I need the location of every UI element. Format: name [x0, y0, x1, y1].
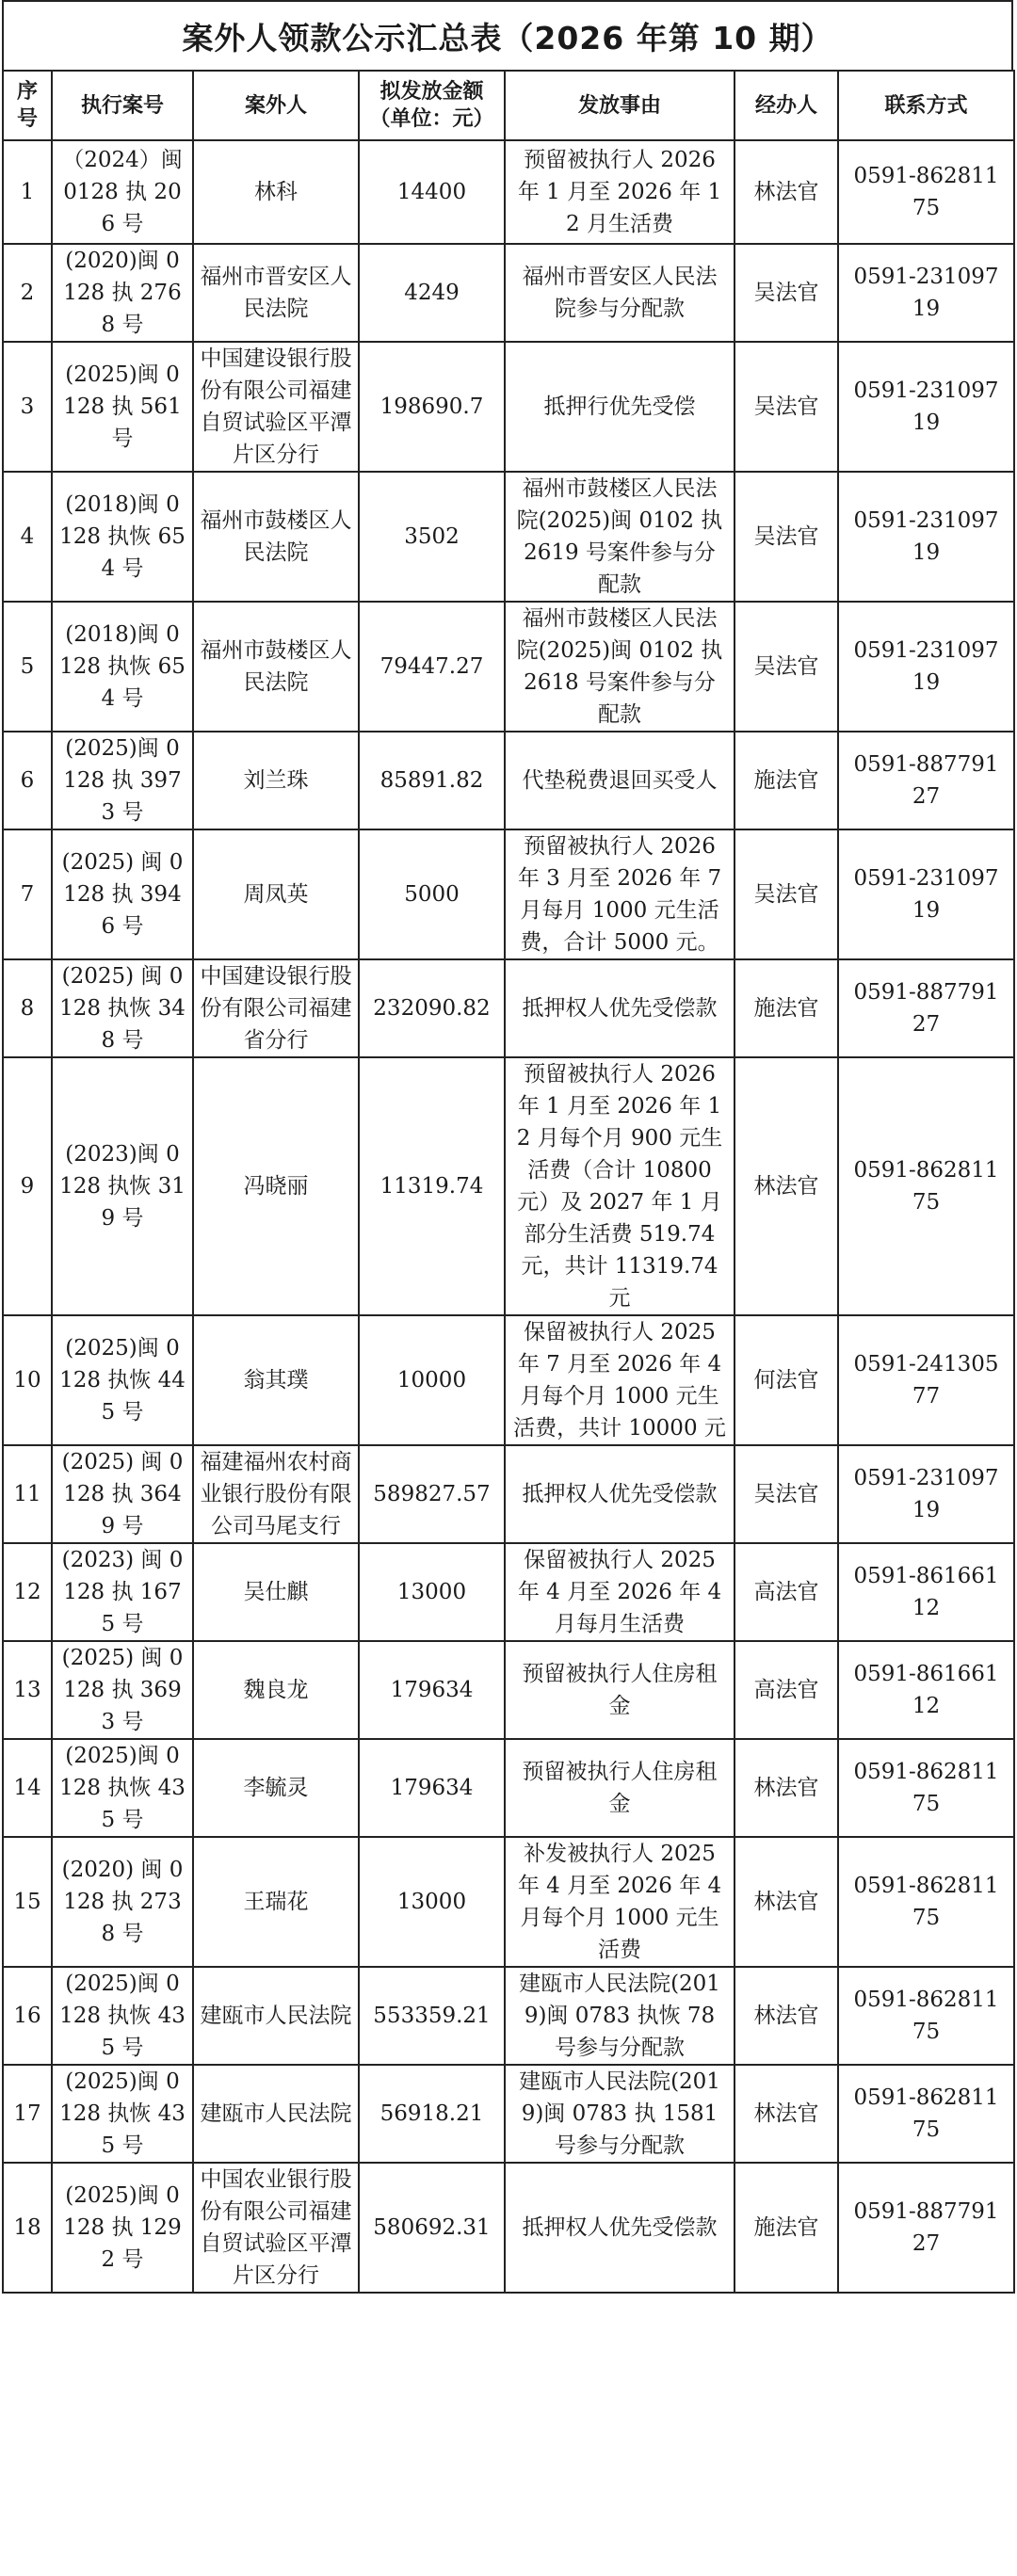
payout-reason-cell: 建瓯市人民法院(2019)闽 0783 执 1581 号参与分配款 [505, 2065, 734, 2163]
contact-phone-cell: 0591-23109719 [838, 472, 1014, 602]
row-index-cell: 12 [3, 1543, 52, 1641]
case-number-cell: (2025)闽 0128 执恢 445 号 [52, 1315, 193, 1445]
case-number-cell: (2025) 闽 0128 执 3693 号 [52, 1641, 193, 1739]
amount-cell: 553359.21 [359, 1967, 505, 2065]
case-number-cell: (2025) 闽 0128 执 3649 号 [52, 1445, 193, 1543]
officer-cell: 施法官 [734, 959, 838, 1057]
row-index-cell: 3 [3, 342, 52, 472]
contact-phone-cell: 0591-88779127 [838, 732, 1014, 829]
amount-cell: 198690.7 [359, 342, 505, 472]
row-index-cell: 16 [3, 1967, 52, 2065]
table-row [3, 1641, 1014, 1739]
amount-cell: 589827.57 [359, 1445, 505, 1543]
table-row [3, 1445, 1014, 1543]
case-number-cell: (2025) 闽 0128 执 3946 号 [52, 829, 193, 959]
officer-cell: 吴法官 [734, 1445, 838, 1543]
table-row [3, 1837, 1014, 1967]
row-index-cell: 17 [3, 2065, 52, 2163]
party-name-cell: 中国农业银行股份有限公司福建自贸试验区平潭片区分行 [193, 2163, 359, 2293]
table-row [3, 1739, 1014, 1837]
amount-cell: 10000 [359, 1315, 505, 1445]
row-index-cell: 10 [3, 1315, 52, 1445]
contact-phone-cell: 0591-24130577 [838, 1315, 1014, 1445]
party-name-cell: 中国建设银行股份有限公司福建自贸试验区平潭片区分行 [193, 342, 359, 472]
payout-reason-cell: 预留被执行人 2026 年 1 月至 2026 年 12 月生活费 [505, 140, 734, 244]
party-name-cell: 魏良龙 [193, 1641, 359, 1739]
case-number-cell: (2025)闽 0128 执 3973 号 [52, 732, 193, 829]
officer-cell: 吴法官 [734, 472, 838, 602]
table-row [3, 1057, 1014, 1315]
amount-cell: 179634 [359, 1739, 505, 1837]
party-name-cell: 林科 [193, 140, 359, 244]
row-index-cell: 11 [3, 1445, 52, 1543]
row-index-cell: 13 [3, 1641, 52, 1739]
case-number-cell: (2025)闽 0128 执 561 号 [52, 342, 193, 472]
party-name-cell: 李毓灵 [193, 1739, 359, 1837]
table-row [3, 959, 1014, 1057]
header-reason: 发放事由 [505, 71, 734, 140]
officer-cell: 林法官 [734, 2065, 838, 2163]
party-name-cell: 福州市鼓楼区人民法院 [193, 472, 359, 602]
payout-reason-cell: 预留被执行人 2026 年 3 月至 2026 年 7 月每月 1000 元生活费，合计 5000 元。 [505, 829, 734, 959]
case-number-cell: （2024）闽 0128 执 206 号 [52, 140, 193, 244]
row-index-cell: 5 [3, 602, 52, 732]
table-row [3, 1967, 1014, 2065]
case-number-cell: (2020)闽 0128 执 2768 号 [52, 244, 193, 342]
table-row [3, 1543, 1014, 1641]
party-name-cell: 福州市鼓楼区人民法院 [193, 602, 359, 732]
case-number-cell: (2018)闽 0128 执恢 654 号 [52, 602, 193, 732]
officer-cell: 高法官 [734, 1641, 838, 1739]
contact-phone-cell: 0591-86281175 [838, 2065, 1014, 2163]
table-row [3, 140, 1014, 244]
header-case-number: 执行案号 [52, 71, 193, 140]
party-name-cell: 吴仕麒 [193, 1543, 359, 1641]
table-row [3, 244, 1014, 342]
amount-cell: 4249 [359, 244, 505, 342]
row-index-cell: 14 [3, 1739, 52, 1837]
party-name-cell: 冯晓丽 [193, 1057, 359, 1315]
officer-cell: 何法官 [734, 1315, 838, 1445]
party-name-cell: 福州市晋安区人民法院 [193, 244, 359, 342]
case-number-cell: (2018)闽 0128 执恢 654 号 [52, 472, 193, 602]
contact-phone-cell: 0591-23109719 [838, 244, 1014, 342]
payout-reason-cell: 保留被执行人 2025 年 4 月至 2026 年 4 月每月生活费 [505, 1543, 734, 1641]
table-row [3, 2163, 1014, 2293]
amount-cell: 56918.21 [359, 2065, 505, 2163]
contact-phone-cell: 0591-86281175 [838, 1739, 1014, 1837]
case-number-cell: (2025)闽 0128 执 1292 号 [52, 2163, 193, 2293]
payout-reason-cell: 预留被执行人住房租金 [505, 1739, 734, 1837]
payout-reason-cell: 代垫税费退回买受人 [505, 732, 734, 829]
row-index-cell: 8 [3, 959, 52, 1057]
officer-cell: 施法官 [734, 732, 838, 829]
row-index-cell: 7 [3, 829, 52, 959]
payout-reason-cell: 福州市鼓楼区人民法院(2025)闽 0102 执2618 号案件参与分配款 [505, 602, 734, 732]
header-index: 序号 [3, 71, 52, 140]
table-row [3, 602, 1014, 732]
contact-phone-cell: 0591-23109719 [838, 829, 1014, 959]
contact-phone-cell: 0591-86166112 [838, 1543, 1014, 1641]
amount-cell: 580692.31 [359, 2163, 505, 2293]
contact-phone-cell: 0591-86281175 [838, 1837, 1014, 1967]
contact-phone-cell: 0591-86281175 [838, 1967, 1014, 2065]
row-index-cell: 6 [3, 732, 52, 829]
row-index-cell: 2 [3, 244, 52, 342]
payout-reason-cell: 抵押权人优先受偿款 [505, 959, 734, 1057]
header-amount: 拟发放金额（单位：元） [359, 71, 505, 140]
officer-cell: 林法官 [734, 1967, 838, 2065]
amount-cell: 13000 [359, 1543, 505, 1641]
header-party: 案外人 [193, 71, 359, 140]
table-header-row [3, 71, 1014, 140]
case-number-cell: (2023) 闽 0128 执 1675 号 [52, 1543, 193, 1641]
payout-reason-cell: 预留被执行人 2026 年 1 月至 2026 年 12 月每个月 900 元生活费（合计 10800 元）及 2027 年 1 月部分生活费 519.74 元，共计 11319.74 元 [505, 1057, 734, 1315]
table-row [3, 829, 1014, 959]
amount-cell: 13000 [359, 1837, 505, 1967]
case-number-cell: (2020) 闽 0128 执 2738 号 [52, 1837, 193, 1967]
payout-reason-cell: 抵押权人优先受偿款 [505, 1445, 734, 1543]
party-name-cell: 福建福州农村商业银行股份有限公司马尾支行 [193, 1445, 359, 1543]
amount-cell: 11319.74 [359, 1057, 505, 1315]
officer-cell: 吴法官 [734, 829, 838, 959]
amount-cell: 3502 [359, 472, 505, 602]
party-name-cell: 翁其璞 [193, 1315, 359, 1445]
payout-reason-cell: 福州市鼓楼区人民法院(2025)闽 0102 执2619 号案件参与分配款 [505, 472, 734, 602]
contact-phone-cell: 0591-23109719 [838, 1445, 1014, 1543]
contact-phone-cell: 0591-88779127 [838, 2163, 1014, 2293]
contact-phone-cell: 0591-23109719 [838, 602, 1014, 732]
officer-cell: 林法官 [734, 140, 838, 244]
officer-cell: 吴法官 [734, 244, 838, 342]
header-contact: 联系方式 [838, 71, 1014, 140]
table-row [3, 732, 1014, 829]
party-name-cell: 中国建设银行股份有限公司福建省分行 [193, 959, 359, 1057]
amount-cell: 14400 [359, 140, 505, 244]
payout-reason-cell: 预留被执行人住房租金 [505, 1641, 734, 1739]
officer-cell: 施法官 [734, 2163, 838, 2293]
row-index-cell: 18 [3, 2163, 52, 2293]
contact-phone-cell: 0591-86166112 [838, 1641, 1014, 1739]
payout-table [2, 70, 1015, 2294]
officer-cell: 高法官 [734, 1543, 838, 1641]
case-number-cell: (2025)闽 0128 执恢 435 号 [52, 1739, 193, 1837]
payout-reason-cell: 建瓯市人民法院(2019)闽 0783 执恢 78 号参与分配款 [505, 1967, 734, 2065]
case-number-cell: (2023)闽 0128 执恢 319 号 [52, 1057, 193, 1315]
header-officer: 经办人 [734, 71, 838, 140]
case-number-cell: (2025)闽 0128 执恢 435 号 [52, 2065, 193, 2163]
table-row [3, 2065, 1014, 2163]
table-row [3, 342, 1014, 472]
document-title: 案外人领款公示汇总表（2026 年第 10 期） [2, 0, 1013, 70]
amount-cell: 79447.27 [359, 602, 505, 732]
amount-cell: 179634 [359, 1641, 505, 1739]
row-index-cell: 9 [3, 1057, 52, 1315]
amount-cell: 232090.82 [359, 959, 505, 1057]
contact-phone-cell: 0591-88779127 [838, 959, 1014, 1057]
payout-reason-cell: 抵押行优先受偿 [505, 342, 734, 472]
payout-reason-cell: 抵押权人优先受偿款 [505, 2163, 734, 2293]
payout-reason-cell: 保留被执行人 2025 年 7 月至 2026 年 4 月每个月 1000 元生活费，共计 10000 元 [505, 1315, 734, 1445]
party-name-cell: 建瓯市人民法院 [193, 1967, 359, 2065]
party-name-cell: 刘兰珠 [193, 732, 359, 829]
officer-cell: 林法官 [734, 1057, 838, 1315]
officer-cell: 林法官 [734, 1739, 838, 1837]
party-name-cell: 建瓯市人民法院 [193, 2065, 359, 2163]
amount-cell: 85891.82 [359, 732, 505, 829]
contact-phone-cell: 0591-23109719 [838, 342, 1014, 472]
officer-cell: 吴法官 [734, 602, 838, 732]
case-number-cell: (2025) 闽 0128 执恢 348 号 [52, 959, 193, 1057]
payout-reason-cell: 补发被执行人 2025 年 4 月至 2026 年 4 月每个月 1000 元生活费 [505, 1837, 734, 1967]
table-row [3, 472, 1014, 602]
payout-reason-cell: 福州市晋安区人民法院参与分配款 [505, 244, 734, 342]
contact-phone-cell: 0591-86281175 [838, 1057, 1014, 1315]
officer-cell: 林法官 [734, 1837, 838, 1967]
case-number-cell: (2025)闽 0128 执恢 435 号 [52, 1967, 193, 2065]
party-name-cell: 王瑞花 [193, 1837, 359, 1967]
contact-phone-cell: 0591-86281175 [838, 140, 1014, 244]
table-row [3, 1315, 1014, 1445]
amount-cell: 5000 [359, 829, 505, 959]
row-index-cell: 4 [3, 472, 52, 602]
row-index-cell: 15 [3, 1837, 52, 1967]
officer-cell: 吴法官 [734, 342, 838, 472]
row-index-cell: 1 [3, 140, 52, 244]
party-name-cell: 周凤英 [193, 829, 359, 959]
